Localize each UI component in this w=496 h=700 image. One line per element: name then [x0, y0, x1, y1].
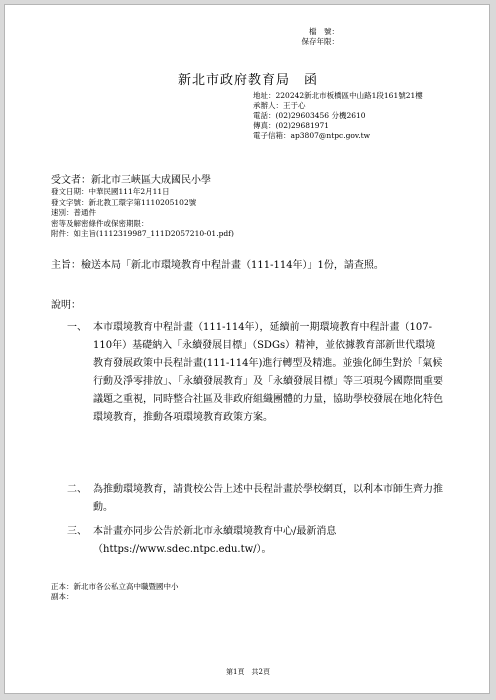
distribution	[51, 582, 179, 602]
item-number: 三、	[67, 526, 87, 537]
subject-text: 檢送本局「新北市環境教育中程計畫（111-114年）」1份，請查照。	[81, 260, 384, 271]
secrecy-level: 密等及解密條件或保密期限：	[51, 218, 149, 228]
item-text: 本市環境教育中程計畫（111-114年），延續前一期環境教育中程計畫（107-110年）基礎納入「永續發展目標」（SDGs）精神，並依據教育部新世代環境教育發展政策中長程計畫(111-114年)進行轉型及精進。並強化師生對於「氣候行動及淨零排放」、「永續發展教育」及「永續發展目標」等三項現今國際間重要議題之重視，同時整合社區及非政府組織團體的力量，協助學校發展在地化特色環境教育，推動各項環境教育政策方案。	[93, 322, 443, 423]
subject-label: 主旨：	[51, 260, 81, 271]
address: 地址：220242新北市板橋區中山路1段161號21樓	[253, 91, 423, 100]
recipient: 受文者：新北市三峽區大成國民小學	[51, 175, 211, 186]
issue-date: 發文日期：中華民國111年2月11日	[51, 187, 170, 196]
page-number: 第1頁 共2頁	[226, 668, 270, 676]
document-page	[4, 4, 490, 694]
explanation-label: 說明：	[51, 300, 81, 311]
fax: 傳真：(02)29681971	[253, 121, 330, 130]
file-header	[302, 27, 340, 47]
email: 電子信箱：ap3807@ntpc.gov.tw	[253, 131, 371, 140]
contact-info	[253, 91, 423, 141]
item-number: 一、	[67, 322, 87, 333]
item-number: 二、	[67, 484, 87, 495]
file-number-label: 檔 號：	[309, 27, 339, 36]
document-title: 新北市政府教育局 函	[177, 73, 318, 88]
speed-class: 速別：普通件	[51, 208, 96, 217]
document-meta	[51, 187, 234, 240]
copy-recipient: 副本：	[51, 592, 74, 601]
attachment: 附件：如主旨(1112319987_111D2057210-01.pdf)	[51, 229, 234, 238]
document-number: 發文字號：新北教工環字第1110205102號	[51, 197, 197, 207]
main-recipient: 正本：新北市各公私立高中職暨國中小	[51, 582, 179, 591]
phone: 電話：(02)29603456 分機2610	[253, 111, 366, 120]
item-text: 本計畫亦同步公告於新北市永續環境教育中心/最新消息（https://www.sdec.ntpc.edu.tw/）。	[93, 526, 337, 555]
handler: 承辦人：王于心	[253, 101, 306, 110]
item-text: 為推動環境教育，請貴校公告上述中長程計畫於學校網頁，以利本市師生齊力推動。	[93, 484, 443, 513]
retention-period-label: 保存年限：	[301, 37, 339, 46]
